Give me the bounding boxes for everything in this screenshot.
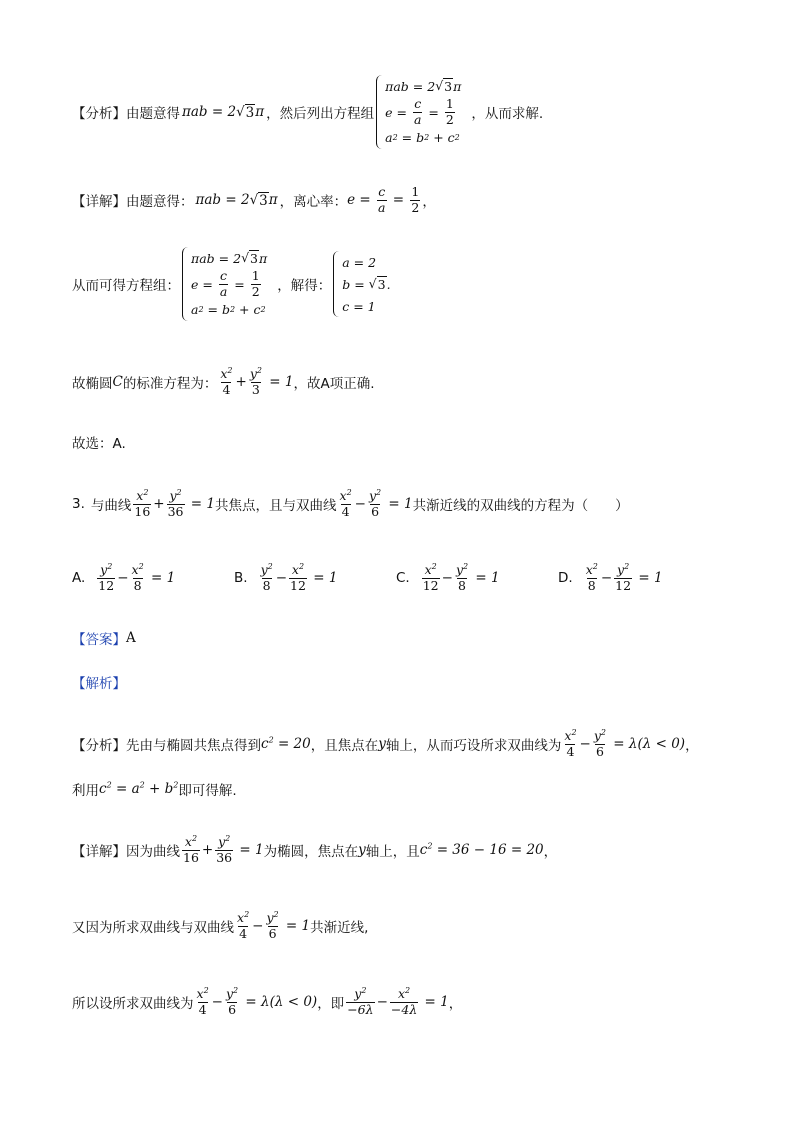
q3-hyper: $\frac{x^2}{4}$ − $\frac{y^2}{6}$ = 1 xyxy=(339,487,413,519)
detail2-mid2: 轴上，且 xyxy=(365,844,420,860)
ellipse-eq: $\frac{x^2}{4}$ + $\frac{y^2}{3}$ = 1 xyxy=(220,365,294,397)
system-pre: 从而可得方程组： xyxy=(72,278,180,294)
system-mid: ，解得： xyxy=(277,278,332,294)
so-pre: 所以设所求双曲线为 xyxy=(72,996,194,1012)
ellipse-mid: 的标准方程为： xyxy=(122,376,218,392)
so-end: ， xyxy=(448,996,463,1012)
analysis2-line2-pre: 利用 xyxy=(72,783,99,799)
brace-icon xyxy=(376,75,382,149)
so-line xyxy=(72,980,462,1024)
analysis1-pre: 由题意得 xyxy=(126,106,180,122)
question-3 xyxy=(72,482,629,526)
analysis2-y: y xyxy=(378,736,386,752)
so-eq2: $\frac{y^2}{-6\lambda}$ − $\frac{x^2}{-4\lambda}$ = 1 xyxy=(347,985,449,1017)
analysis2-eq: $\frac{x^2}{4}$ − $\frac{y^2}{6}$ = λ ( λ < 0) xyxy=(564,727,686,759)
also-post: 共渐近线, xyxy=(310,920,369,936)
q3-pre: 与曲线 xyxy=(90,498,132,514)
analysis2-line2-post: 即可得解. xyxy=(178,783,237,799)
analysis1-line xyxy=(72,64,543,160)
brace-icon xyxy=(182,247,188,321)
detail1-pre: 由题意得： xyxy=(126,194,194,210)
analysis1-post: ，从而求解. xyxy=(471,106,544,122)
answer-line xyxy=(72,628,136,648)
analysis2-line2-eq: $c^2 = a^2 + b^2$ xyxy=(99,780,179,797)
analysis2-mid2: 轴上，从而巧设所求双曲线为 xyxy=(385,738,562,754)
detail2-pre: 因为曲线 xyxy=(126,844,180,860)
option-c-eq: $\frac{x^2}{12}$ − $\frac{y^2}{8}$ = 1 xyxy=(422,561,500,593)
detail2-c2: $c^2 = 36 - 16 = 20$ xyxy=(419,841,544,858)
option-b[interactable] xyxy=(234,556,337,600)
analysis2-end: ， xyxy=(685,738,699,754)
jiexi-line xyxy=(72,672,126,692)
brace-icon xyxy=(333,251,339,317)
detail1-end: ， xyxy=(422,194,436,210)
also-line xyxy=(72,904,368,948)
analysis1-system: π ab = 2 √ 3 π e = $\frac{c}{a}$ = $\frac{1}{2}$ a 2 = b 2 + c 2 xyxy=(376,75,461,149)
option-b-eq: $\frac{y^2}{8}$ − $\frac{x^2}{12}$ = 1 xyxy=(260,561,338,593)
answer-tag: 【答案】 xyxy=(72,632,126,648)
detail2-tag: 【详解】 xyxy=(72,844,126,860)
analysis2-line2 xyxy=(72,778,237,800)
option-c-letter: C. xyxy=(396,570,410,586)
analysis1-tag: 【分析】 xyxy=(72,106,126,122)
detail2-curve: $\frac{x^2}{16}$ + $\frac{y^2}{36}$ = 1 xyxy=(183,833,264,865)
detail2-end: ， xyxy=(543,844,558,860)
detail1-eq: πab = 2 √ 3 π xyxy=(195,191,278,209)
answer-value: A xyxy=(126,630,136,646)
jiexi-tag: 【解析】 xyxy=(72,676,126,692)
detail2-y: y xyxy=(358,842,366,858)
detail1-ecc: e = $\frac{c}{a}$ = $\frac{1}{2}$ xyxy=(347,184,420,215)
option-a-letter: A. xyxy=(72,570,86,586)
q3-mid: 共焦点，且与双曲线 xyxy=(215,498,337,514)
option-d[interactable] xyxy=(558,556,663,600)
so-eq: $\frac{x^2}{4}$ − $\frac{y^2}{6}$ = λ ( λ < 0) xyxy=(196,985,318,1017)
ellipse-C: C xyxy=(112,374,123,390)
so-mid: ，即 xyxy=(317,996,345,1012)
q3-curve: $\frac{x^2}{16}$ + $\frac{y^2}{36}$ = 1 xyxy=(134,487,215,519)
analysis2-line xyxy=(72,722,699,766)
analysis2-mid: ，且焦点在 xyxy=(310,738,379,754)
analysis1-mid: ，然后列出方程组 xyxy=(266,106,375,122)
option-a-eq: $\frac{y^2}{12}$ − $\frac{x^2}{8}$ = 1 xyxy=(98,561,176,593)
ellipse-line xyxy=(72,360,374,404)
option-c[interactable] xyxy=(396,556,500,600)
option-a[interactable] xyxy=(72,556,175,600)
choose-text: 故选：A. xyxy=(72,436,126,452)
also-pre: 又因为所求双曲线与双曲线 xyxy=(72,920,234,936)
detail1-tag: 【详解】 xyxy=(72,194,126,210)
analysis2-pre: 先由与椭圆共焦点得到 xyxy=(126,738,261,754)
ellipse-post: ，故A项正确. xyxy=(293,376,375,392)
choose-line xyxy=(72,432,126,452)
q3-num: 3. xyxy=(72,496,85,512)
option-d-letter: D. xyxy=(558,570,573,586)
ellipse-pre: 故椭圆 xyxy=(72,376,113,392)
detail1-line xyxy=(72,180,436,220)
analysis2-tag: 【分析】 xyxy=(72,738,126,754)
analysis2-c2: $c^2 = 20$ xyxy=(261,735,311,752)
solution-system: a = 2 b = √ 3 . c = 1 xyxy=(333,251,390,317)
q3-post: 共渐近线的双曲线的方程为（ ） xyxy=(412,498,629,514)
option-d-eq: $\frac{x^2}{8}$ − $\frac{y^2}{12}$ = 1 xyxy=(585,561,663,593)
detail2-mid: 为椭圆，焦点在 xyxy=(263,844,359,860)
option-b-letter: B. xyxy=(234,570,248,586)
detail2-line xyxy=(72,828,557,872)
system-equations: π ab = 2 √ 3 π e = $\frac{c}{a}$ = $\frac{1}{2}$ a 2 = b 2 + c 2 xyxy=(182,247,267,321)
also-eq: $\frac{x^2}{4}$ − $\frac{y^2}{6}$ = 1 xyxy=(237,909,311,941)
system-line xyxy=(72,236,393,332)
analysis1-eq: πab = 2 √ 3 π xyxy=(182,103,265,121)
detail1-mid: ，离心率： xyxy=(279,194,348,210)
